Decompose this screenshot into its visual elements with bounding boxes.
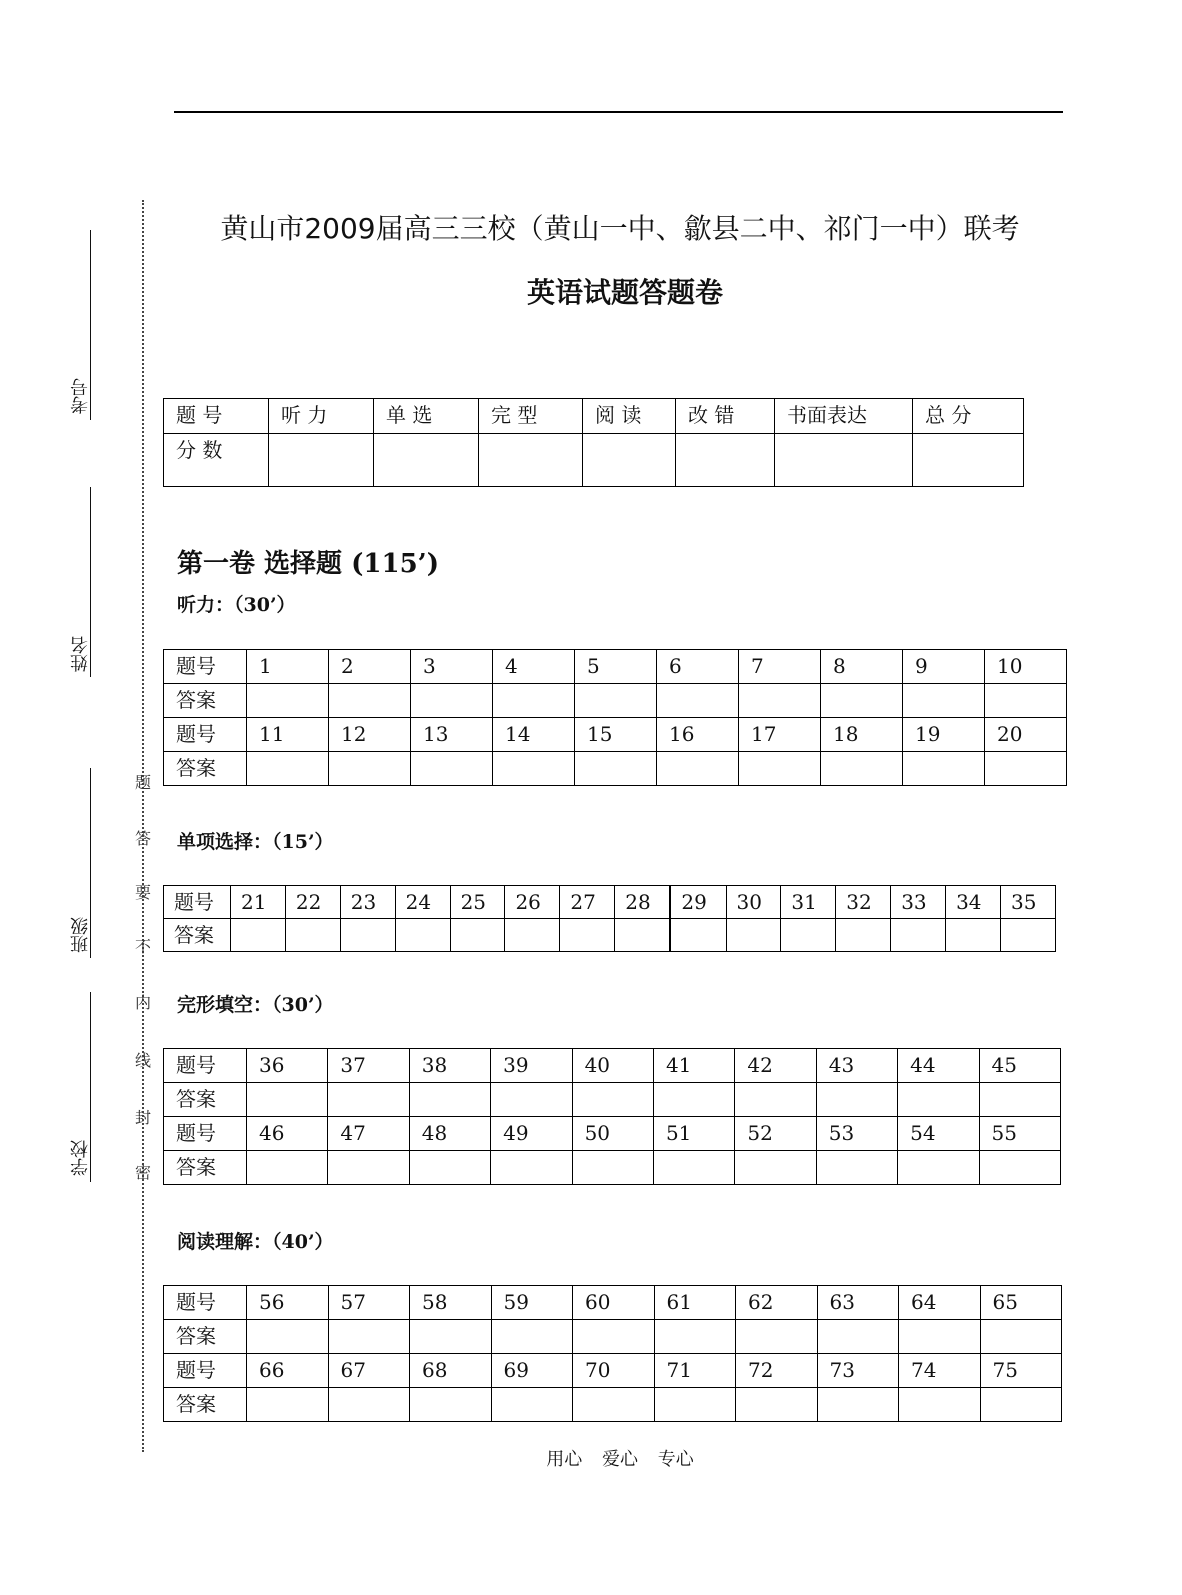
- question-number: 17: [739, 718, 821, 752]
- exam-title: 黄山市2009届高三三校（黄山一中、歙县二中、祁门一中）联考: [220, 212, 1020, 245]
- answer-row: [164, 1320, 1062, 1354]
- score-cell[interactable]: [913, 434, 1024, 487]
- exam-number-line[interactable]: [90, 230, 91, 420]
- answer-cell[interactable]: [505, 919, 560, 952]
- question-number: 61: [654, 1286, 736, 1320]
- question-number: 35: [1000, 886, 1055, 919]
- answer-cell[interactable]: [654, 1388, 736, 1422]
- answer-cell[interactable]: [821, 684, 903, 718]
- answer-cell[interactable]: [231, 919, 286, 952]
- answer-cell[interactable]: [899, 1320, 981, 1354]
- question-number: 8: [821, 650, 903, 684]
- answer-cell[interactable]: [736, 1320, 818, 1354]
- answer-cell[interactable]: [903, 684, 985, 718]
- question-number: 53: [816, 1117, 897, 1151]
- page-footer: 用心 爱心 专心: [546, 1449, 694, 1470]
- answer-cell[interactable]: [739, 752, 821, 786]
- answer-cell[interactable]: [899, 1388, 981, 1422]
- score-col: 听 力: [269, 399, 374, 434]
- answer-cell[interactable]: [328, 1320, 410, 1354]
- question-number: 56: [247, 1286, 329, 1320]
- answer-cell[interactable]: [491, 1151, 572, 1185]
- question-number: 67: [328, 1354, 410, 1388]
- answer-cell[interactable]: [409, 1151, 490, 1185]
- answer-cell[interactable]: [411, 752, 493, 786]
- question-number: 32: [836, 886, 891, 919]
- answer-cell[interactable]: [493, 684, 575, 718]
- question-number: 26: [505, 886, 560, 919]
- answer-cell[interactable]: [409, 1083, 490, 1117]
- question-number: 58: [410, 1286, 492, 1320]
- answer-cell[interactable]: [657, 684, 739, 718]
- seal-char: 不: [134, 937, 151, 956]
- score-cell[interactable]: [676, 434, 775, 487]
- question-number: 24: [395, 886, 450, 919]
- question-number: 44: [898, 1049, 979, 1083]
- question-number: 63: [817, 1286, 899, 1320]
- score-col: 书面表达: [775, 399, 913, 434]
- answer-row: [164, 1388, 1062, 1422]
- question-number: 60: [573, 1286, 655, 1320]
- score-cell[interactable]: [583, 434, 676, 487]
- question-number: 15: [575, 718, 657, 752]
- row-label: 答案: [164, 919, 231, 952]
- question-number: 6: [657, 650, 739, 684]
- answer-cell[interactable]: [328, 1083, 409, 1117]
- row-label: 题号: [164, 886, 231, 919]
- question-number: 27: [560, 886, 615, 919]
- row-label: 答案: [164, 1388, 247, 1422]
- question-number: 54: [898, 1117, 979, 1151]
- answer-row: [164, 1083, 1061, 1117]
- question-number: 49: [491, 1117, 572, 1151]
- question-number: 9: [903, 650, 985, 684]
- answer-cell[interactable]: [985, 752, 1067, 786]
- single-choice-title: 单项选择：（15’）: [177, 831, 334, 853]
- answer-cell[interactable]: [654, 1320, 736, 1354]
- question-number: 40: [572, 1049, 653, 1083]
- answer-cell[interactable]: [903, 752, 985, 786]
- question-number: 10: [985, 650, 1067, 684]
- answer-cell[interactable]: [328, 1388, 410, 1422]
- answer-cell[interactable]: [285, 919, 340, 952]
- question-number: 4: [493, 650, 575, 684]
- answer-cell[interactable]: [898, 1151, 979, 1185]
- question-row: [164, 1286, 1062, 1320]
- answer-cell[interactable]: [781, 919, 836, 952]
- score-table: [163, 398, 1024, 487]
- top-rule: [174, 111, 1063, 113]
- row-label: 题号: [164, 718, 247, 752]
- answer-cell[interactable]: [247, 684, 329, 718]
- name-line[interactable]: [90, 487, 91, 677]
- seal-char: 题: [134, 773, 151, 792]
- question-number: 43: [816, 1049, 897, 1083]
- score-row-label: 分 数: [164, 434, 269, 487]
- answer-cell[interactable]: [817, 1320, 899, 1354]
- answer-cell[interactable]: [735, 1083, 816, 1117]
- question-number: 33: [891, 886, 946, 919]
- question-number: 72: [736, 1354, 818, 1388]
- question-number: 20: [985, 718, 1067, 752]
- answer-cell[interactable]: [739, 684, 821, 718]
- question-number: 11: [247, 718, 329, 752]
- answer-cell[interactable]: [979, 1083, 1060, 1117]
- answer-row: [164, 1151, 1061, 1185]
- answer-cell[interactable]: [615, 919, 671, 952]
- question-number: 65: [980, 1286, 1062, 1320]
- question-number: 37: [328, 1049, 409, 1083]
- answer-cell[interactable]: [836, 919, 891, 952]
- answer-cell[interactable]: [493, 752, 575, 786]
- answer-cell[interactable]: [891, 919, 946, 952]
- answer-cell[interactable]: [985, 684, 1067, 718]
- answer-cell[interactable]: [979, 1151, 1060, 1185]
- single-choice-table: [163, 885, 1056, 952]
- answer-cell[interactable]: [657, 752, 739, 786]
- cloze-table: [163, 1048, 1061, 1185]
- seal-char: 要: [134, 883, 151, 902]
- question-number: 46: [247, 1117, 328, 1151]
- row-label: 答案: [164, 752, 247, 786]
- school-label: 学校: [70, 1140, 91, 1176]
- answer-cell[interactable]: [1000, 919, 1055, 952]
- answer-cell[interactable]: [726, 919, 781, 952]
- question-number: 70: [573, 1354, 655, 1388]
- question-number: 29: [670, 886, 726, 919]
- answer-cell[interactable]: [817, 1388, 899, 1422]
- answer-row: [164, 752, 1067, 786]
- answer-cell[interactable]: [491, 1083, 572, 1117]
- question-number: 28: [615, 886, 671, 919]
- row-label: 题号: [164, 650, 247, 684]
- question-number: 55: [979, 1117, 1060, 1151]
- answer-cell[interactable]: [560, 919, 615, 952]
- answer-cell[interactable]: [980, 1320, 1062, 1354]
- answer-cell[interactable]: [491, 1388, 573, 1422]
- answer-cell[interactable]: [573, 1320, 655, 1354]
- reading-title: 阅读理解：（40’）: [177, 1231, 334, 1253]
- answer-cell[interactable]: [653, 1151, 734, 1185]
- question-number: 7: [739, 650, 821, 684]
- question-row: [164, 886, 1056, 919]
- question-row: [164, 1354, 1062, 1388]
- class-label: 班级: [70, 917, 91, 953]
- score-col: 改 错: [676, 399, 775, 434]
- question-number: 41: [653, 1049, 734, 1083]
- answer-row: [164, 919, 1056, 952]
- answer-cell[interactable]: [329, 684, 411, 718]
- exam-subtitle: 英语试题答题卷: [526, 276, 723, 309]
- seal-char: 线: [134, 1051, 151, 1070]
- answer-cell[interactable]: [946, 919, 1001, 952]
- score-col: 总 分: [913, 399, 1024, 434]
- score-cell[interactable]: [775, 434, 913, 487]
- question-number: 14: [493, 718, 575, 752]
- reading-table: [163, 1285, 1062, 1422]
- answer-row: [164, 684, 1067, 718]
- question-number: 31: [781, 886, 836, 919]
- question-number: 19: [903, 718, 985, 752]
- row-label: 答案: [164, 684, 247, 718]
- answer-cell[interactable]: [247, 752, 329, 786]
- answer-cell[interactable]: [736, 1388, 818, 1422]
- row-label: 答案: [164, 1083, 247, 1117]
- answer-cell[interactable]: [816, 1151, 897, 1185]
- school-line[interactable]: [90, 992, 91, 1182]
- score-header-label: 题 号: [164, 399, 269, 434]
- answer-cell[interactable]: [821, 752, 903, 786]
- answer-cell[interactable]: [247, 1083, 328, 1117]
- answer-cell[interactable]: [410, 1388, 492, 1422]
- class-line[interactable]: [90, 768, 91, 958]
- row-label: 答案: [164, 1320, 247, 1354]
- score-cell[interactable]: [479, 434, 583, 487]
- answer-cell[interactable]: [491, 1320, 573, 1354]
- question-number: 57: [328, 1286, 410, 1320]
- answer-cell[interactable]: [572, 1151, 653, 1185]
- question-number: 64: [899, 1286, 981, 1320]
- question-number: 66: [247, 1354, 329, 1388]
- score-col: 完 型: [479, 399, 583, 434]
- question-row: [164, 1117, 1061, 1151]
- question-number: 18: [821, 718, 903, 752]
- question-number: 73: [817, 1354, 899, 1388]
- question-row: [164, 718, 1067, 752]
- exam-number-label: 考号: [70, 378, 91, 414]
- question-number: 51: [653, 1117, 734, 1151]
- question-number: 16: [657, 718, 739, 752]
- question-number: 36: [247, 1049, 328, 1083]
- listening-table: [163, 649, 1067, 786]
- question-number: 34: [946, 886, 1001, 919]
- seal-char: 答: [134, 829, 151, 848]
- answer-cell[interactable]: [247, 1320, 329, 1354]
- question-number: 5: [575, 650, 657, 684]
- seal-char: 密: [134, 1163, 151, 1182]
- question-number: 62: [736, 1286, 818, 1320]
- answer-cell[interactable]: [575, 752, 657, 786]
- question-number: 22: [285, 886, 340, 919]
- section-title: 第一卷 选择题 (115’): [177, 549, 440, 579]
- question-number: 75: [980, 1354, 1062, 1388]
- question-number: 23: [340, 886, 395, 919]
- answer-cell[interactable]: [247, 1151, 328, 1185]
- question-number: 38: [409, 1049, 490, 1083]
- question-number: 47: [328, 1117, 409, 1151]
- question-number: 30: [726, 886, 781, 919]
- row-label: 答案: [164, 1151, 247, 1185]
- cloze-title: 完形填空：（30’）: [177, 994, 334, 1016]
- answer-cell[interactable]: [450, 919, 505, 952]
- answer-cell[interactable]: [816, 1083, 897, 1117]
- question-number: 48: [409, 1117, 490, 1151]
- row-label: 题号: [164, 1117, 247, 1151]
- question-number: 69: [491, 1354, 573, 1388]
- score-cell[interactable]: [374, 434, 479, 487]
- question-number: 68: [410, 1354, 492, 1388]
- row-label: 题号: [164, 1049, 247, 1083]
- question-number: 50: [572, 1117, 653, 1151]
- question-number: 74: [899, 1354, 981, 1388]
- row-label: 题号: [164, 1286, 247, 1320]
- answer-cell[interactable]: [411, 684, 493, 718]
- answer-cell[interactable]: [328, 1151, 409, 1185]
- answer-cell[interactable]: [735, 1151, 816, 1185]
- question-number: 21: [231, 886, 286, 919]
- question-number: 39: [491, 1049, 572, 1083]
- question-number: 3: [411, 650, 493, 684]
- answer-cell[interactable]: [410, 1320, 492, 1354]
- name-label: 姓名: [70, 636, 91, 672]
- question-number: 71: [654, 1354, 736, 1388]
- question-number: 52: [735, 1117, 816, 1151]
- score-col: 单 选: [374, 399, 479, 434]
- answer-cell[interactable]: [898, 1083, 979, 1117]
- answer-cell[interactable]: [247, 1388, 329, 1422]
- answer-cell[interactable]: [670, 919, 726, 952]
- answer-cell[interactable]: [980, 1388, 1062, 1422]
- question-row: [164, 1049, 1061, 1083]
- answer-cell[interactable]: [573, 1388, 655, 1422]
- question-number: 42: [735, 1049, 816, 1083]
- question-number: 12: [329, 718, 411, 752]
- answer-cell[interactable]: [653, 1083, 734, 1117]
- answer-cell[interactable]: [329, 752, 411, 786]
- question-number: 1: [247, 650, 329, 684]
- seal-char: 内: [134, 993, 151, 1012]
- score-cell[interactable]: [269, 434, 374, 487]
- score-col: 阅 读: [583, 399, 676, 434]
- listening-title: 听力：（30’）: [177, 594, 296, 616]
- seal-char: 封: [134, 1108, 151, 1127]
- question-number: 2: [329, 650, 411, 684]
- question-number: 13: [411, 718, 493, 752]
- question-number: 25: [450, 886, 505, 919]
- question-number: 45: [979, 1049, 1060, 1083]
- row-label: 题号: [164, 1354, 247, 1388]
- question-number: 59: [491, 1286, 573, 1320]
- question-row: [164, 650, 1067, 684]
- answer-cell[interactable]: [395, 919, 450, 952]
- answer-cell[interactable]: [340, 919, 395, 952]
- answer-cell[interactable]: [572, 1083, 653, 1117]
- answer-cell[interactable]: [575, 684, 657, 718]
